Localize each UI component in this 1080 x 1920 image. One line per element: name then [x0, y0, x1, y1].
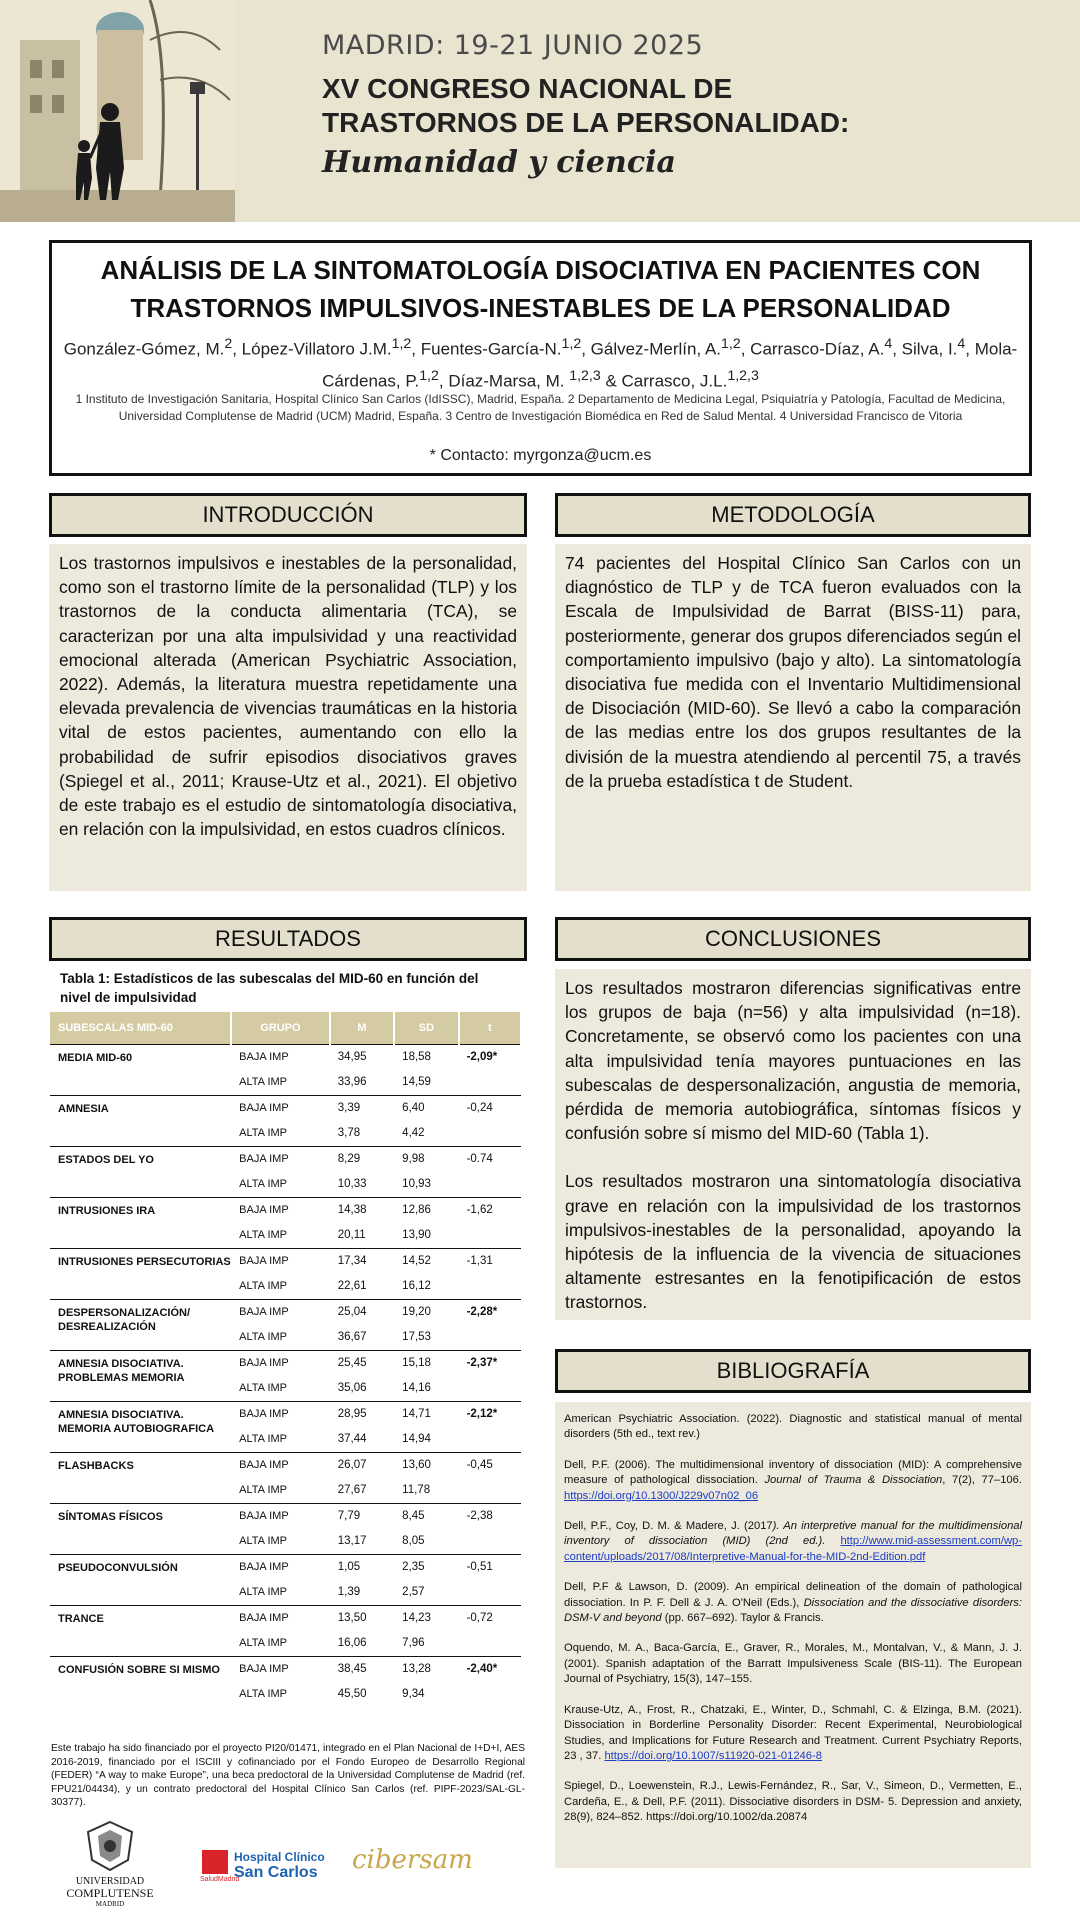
group-label: BAJA IMP	[231, 1197, 330, 1223]
header-illustration	[0, 0, 235, 222]
paper-title	[62, 251, 1019, 327]
sd-value: 8,05	[402, 1534, 425, 1547]
bibliography-panel	[555, 1402, 1031, 1868]
bibliography-entry: Krause-Utz, A., Frost, R., Chatzaki, E., Winter, D., Schmahl, C. & Elzinga, B.M. (2021). Dissociation in Borderline Personality Disorder: Recent Experimental, Neurobiological Studies, and Implications for Future Research and Treatment. Current Psychiatry Reports, 23 , 37. https://doi.org/10.1007/s11920-021-01246-8	[564, 1703, 1022, 1762]
table-row	[50, 1146, 521, 1172]
mean-value: 8,29	[330, 1146, 394, 1172]
group-label: BAJA IMP	[231, 1503, 330, 1529]
group-label: ALTA IMP	[239, 1381, 288, 1394]
t-value: -2,28*	[459, 1299, 521, 1350]
table-row	[50, 1452, 521, 1478]
col-header-subscale: SUBESCALAS MID-60	[50, 1012, 231, 1044]
group-label: ALTA IMP	[239, 1075, 288, 1088]
mean-value: 22,61	[337, 1279, 367, 1292]
ucm-name-2: COMPLUTENSE	[66, 1886, 154, 1900]
mean-value: 25,45	[330, 1350, 394, 1376]
conclusions-text-2: Los resultados mostraron una sintomatología disociativa grave en relación con la impulsividad de los trastornos impulsivos-inestables de la personalidad, apoyando la hipótesis de la influencia de la vivencia de situaciones altamente estresantes en la fenotipificación de estos trastornos.	[565, 1171, 1021, 1313]
sd-value: 8,45	[394, 1503, 458, 1529]
bibliography-entry: American Psychiatric Association. (2022). Diagnostic and statistical manual of mental disorders (5th ed., text rev.)	[564, 1413, 1022, 1441]
group-label: ALTA IMP	[239, 1483, 288, 1496]
group-label: ALTA IMP	[239, 1687, 288, 1700]
mean-value: 1,39	[337, 1585, 361, 1598]
group-label: BAJA IMP	[231, 1146, 330, 1172]
sd-value: 2,35	[394, 1554, 458, 1580]
t-value: -1,31	[459, 1248, 521, 1299]
sd-value: 7,96	[402, 1636, 425, 1649]
hcsc-logo	[200, 1850, 330, 1890]
group-label: BAJA IMP	[231, 1605, 330, 1631]
col-header-sd: SD	[394, 1012, 458, 1044]
sd-value: 10,93	[402, 1177, 431, 1190]
sd-value: 14,16	[402, 1381, 431, 1394]
t-value: -2,09*	[459, 1044, 521, 1095]
sd-value: 13,90	[402, 1228, 431, 1241]
mean-value: 14,38	[330, 1197, 394, 1223]
intro-heading: INTRODUCCIÓN	[49, 493, 527, 537]
subscale-name: MEDIA MID-60	[50, 1044, 231, 1095]
ucm-crest-icon	[82, 1820, 138, 1872]
mean-value: 36,67	[337, 1330, 367, 1343]
table-row	[50, 1656, 521, 1682]
conclusions-panel	[555, 969, 1031, 1320]
mean-value: 45,50	[337, 1687, 367, 1700]
mean-value: 28,95	[330, 1401, 394, 1427]
subscale-name: AMNESIA DISOCIATIVA. PROBLEMAS MEMORIA	[50, 1350, 231, 1401]
subscale-name: FLASHBACKS	[50, 1452, 231, 1503]
group-label: BAJA IMP	[231, 1299, 330, 1325]
cibersam-logo	[352, 1845, 473, 1889]
conference-subtitle: Humanidad y ciencia	[322, 145, 676, 180]
reference-link[interactable]: https://doi.org/10.1300/J229v07n02_06	[564, 1489, 759, 1502]
sd-value: 4,42	[402, 1126, 425, 1139]
mean-value: 10,33	[337, 1177, 367, 1190]
results-table-wrap	[50, 1012, 522, 1707]
sd-value: 12,86	[394, 1197, 458, 1223]
sd-value: 9,34	[402, 1687, 425, 1700]
t-value: -2,12*	[459, 1401, 521, 1452]
mean-value: 7,79	[330, 1503, 394, 1529]
mean-value: 20,11	[337, 1228, 366, 1241]
group-label: ALTA IMP	[239, 1126, 288, 1139]
table-row	[50, 1044, 521, 1070]
ucm-logo	[60, 1820, 160, 1916]
sd-value: 2,57	[402, 1585, 425, 1598]
group-label: BAJA IMP	[231, 1401, 330, 1427]
table-row	[50, 1554, 521, 1580]
col-header-t: t	[459, 1012, 521, 1044]
group-label: BAJA IMP	[231, 1554, 330, 1580]
subscale-name: TRANCE	[50, 1605, 231, 1656]
subscale-name: INTRUSIONES PERSECUTORIAS	[50, 1248, 231, 1299]
sd-value: 9,98	[394, 1146, 458, 1172]
paper-authors: González-Gómez, M.$^2$, López-Villatoro J.M.$^{1,2}$, Fuentes-García-N.$^{1,2}$, Gálvez-Merlín, A.$^{1,2}$, Carrasco-Díaz, A.$^4$, Silva, I.$^4$, Mola-Cárdenas, P.$^{1,2}$, Díaz-Marsa, M. $^{1,2,3}$ & Carrasco, J.L.$^{1,2,3}$	[63, 336, 1018, 391]
table-row	[50, 1503, 521, 1529]
group-label: BAJA IMP	[231, 1248, 330, 1274]
cibersam-wordmark: cibersam	[352, 1845, 473, 1875]
mean-value: 37,44	[337, 1432, 367, 1445]
subscale-name: SÍNTOMAS FÍSICOS	[50, 1503, 231, 1554]
results-table	[50, 1012, 522, 1707]
t-value: -2,38	[459, 1503, 521, 1554]
hcsc-name-1: Hospital Clínico	[234, 1850, 325, 1864]
mean-value: 13,50	[330, 1605, 394, 1631]
mean-value: 25,04	[330, 1299, 394, 1325]
mean-value: 33,96	[337, 1075, 367, 1088]
t-value: -0,51	[459, 1554, 521, 1605]
group-label: ALTA IMP	[239, 1534, 288, 1547]
mean-value: 3,78	[337, 1126, 361, 1139]
sd-value: 14,52	[394, 1248, 458, 1274]
bibliography-heading: BIBLIOGRAFÍA	[555, 1349, 1031, 1393]
group-label: ALTA IMP	[239, 1228, 288, 1241]
subscale-name: ESTADOS DEL YO	[50, 1146, 231, 1197]
ucm-name-1: UNIVERSIDAD	[75, 1876, 145, 1887]
conclusions-heading: CONCLUSIONES	[555, 917, 1031, 961]
conference-date: MADRID: 19-21 JUNIO 2025	[322, 30, 704, 61]
table-row	[50, 1248, 521, 1274]
mean-value: 26,07	[330, 1452, 394, 1478]
paper-title-box	[49, 240, 1032, 476]
sd-value: 17,53	[402, 1330, 431, 1343]
subscale-name: AMNESIA	[50, 1095, 231, 1146]
bibliography-entry: Spiegel, D., Loewenstein, R.J., Lewis-Fernández, R., Sar, V., Simeon, D., Vermetten, E., Cardeña, E., & Dell, P.F. (2011). Dissociative disorders in DSM- 5. Depression and anxiety, 28(9), 824–852. https://doi.org/10.1002/da.20874	[564, 1780, 1022, 1824]
results-table-body	[50, 1044, 521, 1707]
sd-value: 11,78	[402, 1483, 431, 1496]
reference-link[interactable]: http://www.mid-assessment.com/wp-content/uploads/2017/08/Interpretive-Manual-for-the-MID-2nd-Edition.pdf	[564, 1535, 1022, 1563]
t-value: -0,45	[459, 1452, 521, 1503]
sd-value: 14,94	[402, 1432, 431, 1445]
t-value: -0,72	[459, 1605, 521, 1656]
t-value: -2,40*	[459, 1656, 521, 1707]
table-title: Tabla 1: Estadísticos de las subescalas del MID-60 en función del nivel de impulsividad	[60, 971, 479, 1005]
paper-title-line2: TRASTORNOS IMPULSIVOS-INESTABLES DE LA PERSONALIDAD	[130, 293, 951, 323]
mean-value: 38,45	[330, 1656, 394, 1682]
mean-value: 34,95	[330, 1044, 394, 1070]
hcsc-name-2: San Carlos	[234, 1864, 318, 1881]
sd-value: 16,12	[402, 1279, 431, 1292]
sd-value: 6,40	[394, 1095, 458, 1121]
conference-title	[322, 72, 849, 140]
sd-value: 14,23	[394, 1605, 458, 1631]
group-label: ALTA IMP	[239, 1585, 288, 1598]
method-panel	[555, 544, 1031, 891]
mean-value: 35,06	[337, 1381, 367, 1394]
ucm-name-3: MADRID	[95, 1900, 125, 1908]
mean-value: 16,06	[337, 1636, 367, 1649]
paper-contact: * Contacto: myrgonza@ucm.es	[429, 447, 652, 464]
mean-value: 27,67	[337, 1483, 367, 1496]
method-heading: METODOLOGÍA	[555, 493, 1031, 537]
table-row	[50, 1095, 521, 1121]
method-text: 74 pacientes del Hospital Clínico San Carlos con un diagnóstico de TLP y de TCA fueron evaluados con la Escala de Impulsividad de Barrat (BISS-11) para, posteriormente, generar dos grupos diferenciados según el comportamiento impulsivo (bajo y alto). La sintomatología disociativa fue medida con el Inventario Multidimensional de Disociación (MID-60). Se llevó a cabo la comparación de las medias entre los dos grupos resultantes de la división de la muestra atendiendo al percentil 75, a través de la prueba estadística t de Student.	[565, 553, 1021, 791]
sd-value: 15,18	[394, 1350, 458, 1376]
mean-value: 17,34	[330, 1248, 394, 1274]
sd-value: 13,28	[394, 1656, 458, 1682]
col-header-group: GRUPO	[231, 1012, 330, 1044]
mean-value: 3,39	[330, 1095, 394, 1121]
subscale-name: DESPERSONALIZACIÓN/ DESREALIZACIÓN	[50, 1299, 231, 1350]
hcsc-small: SaludMadrid	[200, 1876, 240, 1883]
paper-affiliations: 1 Instituto de Investigación Sanitaria, Hospital Clínico San Carlos (IdISSC), Madrid, España. 2 Departamento de Medicina Legal, Psiquiatría y Patología, Facultad de Medicina, Universidad Complutense de Madrid (UCM) Madrid, España. 3 Centro de Investigación Biomédica en Red de Salud Mental. 4 Universidad Francisco de Vitoria	[75, 392, 1006, 423]
conference-title-line2: TRASTORNOS DE LA PERSONALIDAD:	[322, 107, 850, 138]
sd-value: 14,71	[394, 1401, 458, 1427]
group-label: BAJA IMP	[231, 1095, 330, 1121]
subscale-name: PSEUDOCONVULSIÓN	[50, 1554, 231, 1605]
group-label: BAJA IMP	[231, 1452, 330, 1478]
bibliography-entry: Oquendo, M. A., Baca-García, E., Graver, R., Morales, M., Montalvan, V., & Mann, J. J. (2001). Spanish adaptation of the Barratt Impulsiveness Scale (BIS-11). The European Journal of Psychiatry, 15(3), 147–155.	[564, 1642, 1022, 1686]
subscale-name: AMNESIA DISOCIATIVA. MEMORIA AUTOBIOGRAFICA	[50, 1401, 231, 1452]
bibliography-entry: Dell, P.F. (2006). The multidimensional inventory of dissociation (MID): A comprehensive measure of pathological dissociation. Journal of Trauma & Dissociation, 7(2), 77–106. https://doi.org/10.1300/J229v07n02_06	[564, 1458, 1022, 1502]
conclusions-text-1: Los resultados mostraron diferencias significativas entre los grupos de baja (n=56) y alta impulsividad (n=18). Concretamente, se observó como los pacientes con una alta impulsividad tenía mayores puntuaciones en las subescalas de despersonalización, angustia de memoria, pérdida de memoria autobiográfica, síntomas físicos y confusión sobre sí mismo del MID-60 (Tabla 1).	[565, 978, 1021, 1144]
group-label: BAJA IMP	[231, 1044, 330, 1070]
t-value: -2,37*	[459, 1350, 521, 1401]
sd-value: 18,58	[394, 1044, 458, 1070]
group-label: ALTA IMP	[239, 1177, 288, 1190]
col-header-m: M	[330, 1012, 394, 1044]
group-label: ALTA IMP	[239, 1636, 288, 1649]
paper-title-line1: ANÁLISIS DE LA SINTOMATOLOGÍA DISOCIATIVA EN PACIENTES CON	[100, 255, 981, 285]
t-value: -0.74	[459, 1146, 521, 1197]
conference-title-line1: XV CONGRESO NACIONAL DE	[322, 73, 733, 104]
results-heading: RESULTADOS	[49, 917, 527, 961]
t-value: -1,62	[459, 1197, 521, 1248]
subscale-name: CONFUSIÓN SOBRE SI MISMO	[50, 1656, 231, 1707]
sd-value: 19,20	[394, 1299, 458, 1325]
mean-value: 1,05	[330, 1554, 394, 1580]
group-label: ALTA IMP	[239, 1330, 288, 1343]
reference-link[interactable]: https://doi.org/10.1007/s11920-021-01246-8	[604, 1749, 822, 1762]
group-label: ALTA IMP	[239, 1279, 288, 1292]
table-row	[50, 1299, 521, 1325]
mean-value: 13,17	[337, 1534, 367, 1547]
intro-text: Los trastornos impulsivos e inestables de la personalidad, como son el trastorno límite de la personalidad (TLP) y los trastornos de la conducta alimentaria (TCA), se caracterizan por una alta impulsividad y una reactividad emocional alterada (American Psychiatric Association, 2022). Además, la literatura muestra repetidamente una elevada prevalencia de vivencias traumáticas en la historia vital de estos pacientes, aumentando con ello la probabilidad de sufrir episodios disociativos graves (Spiegel et al., 2011; Krause-Utz et al., 2021). El objetivo de este trabajo es el estudio de sintomatología disociativa, en relación con la impulsividad, en estos cuadros clínicos.	[59, 553, 517, 840]
sd-value: 14,59	[402, 1075, 431, 1088]
subscale-name: INTRUSIONES IRA	[50, 1197, 231, 1248]
bibliography-entry: Dell, P.F & Lawson, D. (2009). An empirical delineation of the domain of pathological dissociation. In P. F. Dell & J. A. O'Neil (Eds.), Dissociation and the dissociative disorders: DSM-V and beyond (pp. 667–692). Taylor & Francis.	[564, 1581, 1022, 1625]
table-row	[50, 1401, 521, 1427]
bibliography-list	[555, 1402, 1031, 1826]
table-row	[50, 1197, 521, 1223]
group-label: BAJA IMP	[231, 1656, 330, 1682]
table-row	[50, 1350, 521, 1376]
group-label: ALTA IMP	[239, 1432, 288, 1445]
t-value: -0,24	[459, 1095, 521, 1146]
group-label: BAJA IMP	[231, 1350, 330, 1376]
table-row	[50, 1605, 521, 1631]
bibliography-entry: Dell, P.F., Coy, D. M. & Madere, J. (2017). An interpretive manual for the multidimensional inventory of dissociation (MID) (2nd ed.). http://www.mid-assessment.com/wp-content/uploads/2017/08/Interpretive-Manual-for-the-MID-2nd-Edition.pdf	[564, 1520, 1022, 1563]
funding-note: Este trabajo ha sido financiado por el proyecto PI20/01471, integrado en el Plan Nacional de I+D+I, AES 2016-2019, financiado por el ISCIII y cofinanciado por el Fondo Europeo de Desarrollo Regional (FEDER) “A way to make Europe”, una beca predoctoral de la Universidad Complutense de Madrid (ref. FPU21/04434), y un contrato predoctoral del Hospital Clínico San Carlos (ref. PIPF-2023/SAL-GL-30377).	[51, 1743, 525, 1809]
sd-value: 13,60	[394, 1452, 458, 1478]
intro-panel	[49, 544, 527, 891]
hcsc-mark-icon	[202, 1850, 228, 1874]
